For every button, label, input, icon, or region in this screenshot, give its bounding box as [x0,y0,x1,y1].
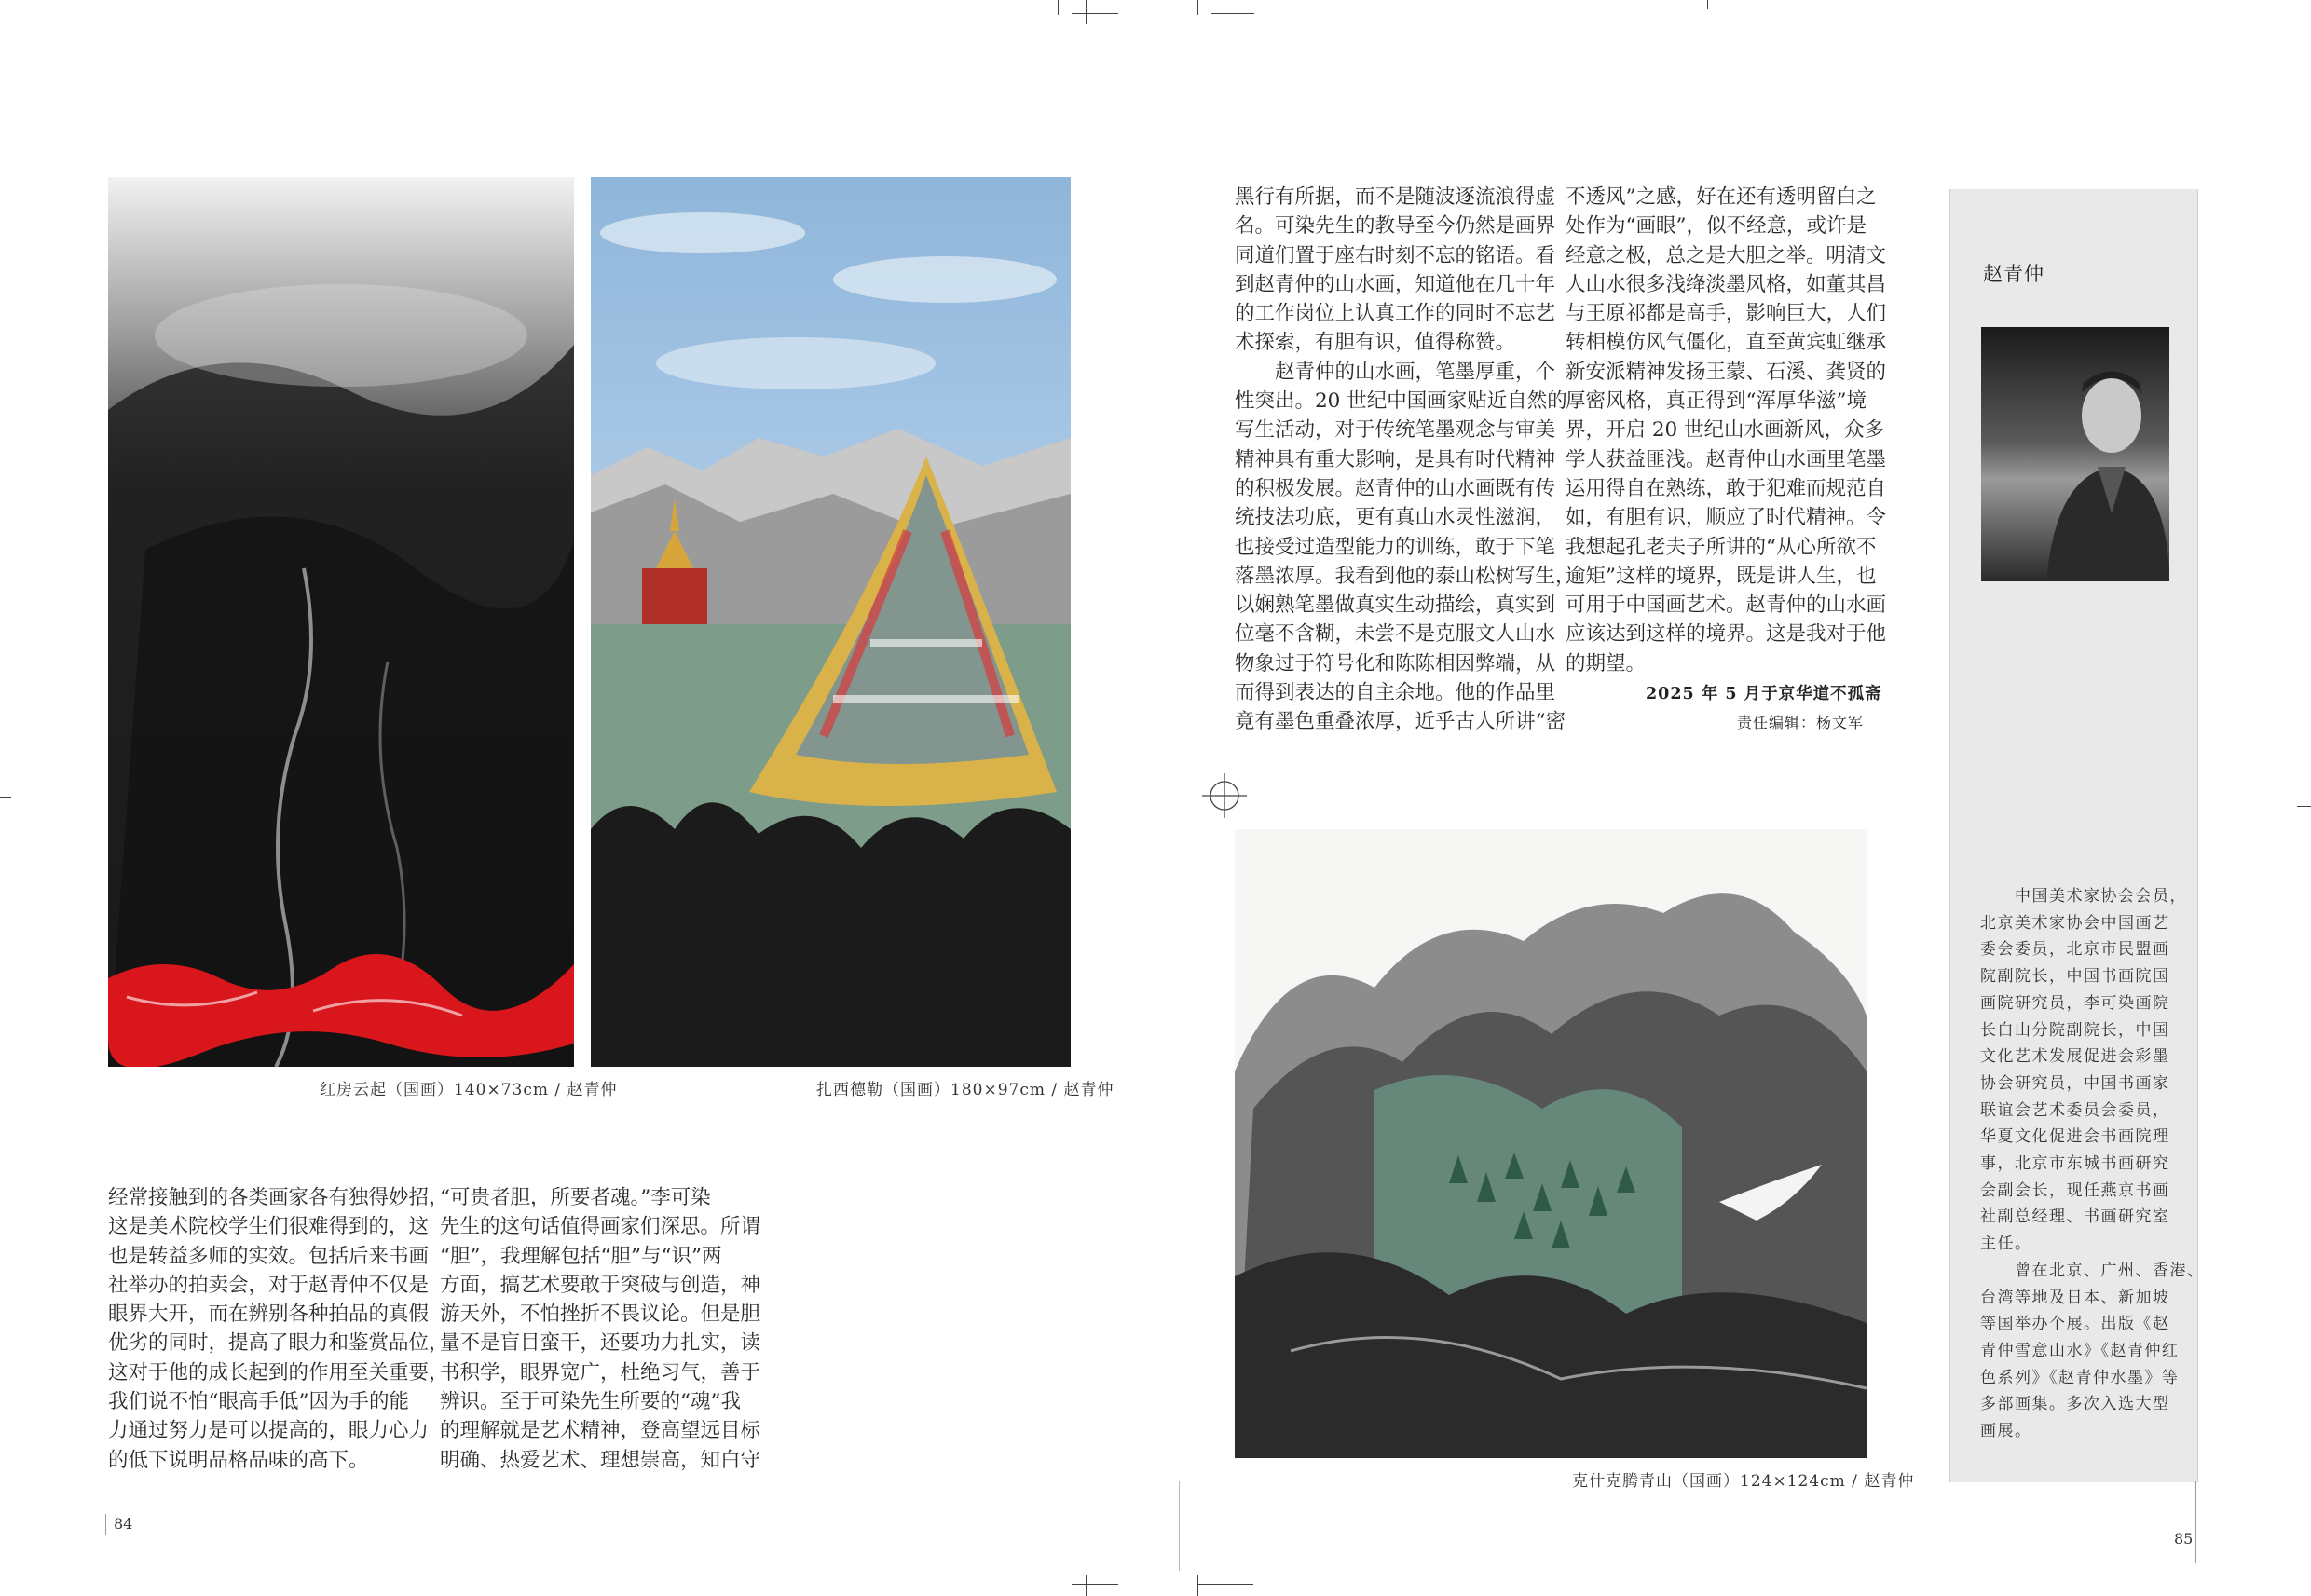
text-line: 也是转益多师的实效。包括后来书画 [108,1244,430,1268]
bio-line: 事，北京市东城书画研究 [1980,1154,2170,1174]
article-column [108,1183,449,1475]
text-line: 而得到表达的自主余地。他的作品里 [1235,681,1556,705]
text-line: 术探索，有胆有识，值得称赞。 [1235,331,1516,355]
text-line: 也接受过造型能力的训练，敢于下笔 [1235,535,1556,559]
bio-line: 台湾等地及日本、新加坡 [1980,1288,2170,1307]
text-line: “可贵者胆，所要者魂。”李可染 [440,1186,711,1209]
text-line: 不透风”之感，好在还有透明留白之 [1566,185,1877,209]
text-line: 的低下说明品格品味的高下。 [108,1448,369,1472]
text-line: 社举办的拍卖会，对于赵青仲不仅是 [108,1273,430,1297]
crop-mark [1197,1575,1198,1596]
text-line: 如，有胆有识，顺应了时代精神。令 [1566,506,1887,530]
bio-line: 协会研究员，中国书画家 [1980,1073,2170,1093]
crop-mark [1086,1575,1087,1596]
crop-mark [1197,0,1198,15]
page-number: 84 [114,1515,133,1533]
text-line: 赵青仲的山水画，笔墨厚重，个 [1235,360,1556,384]
bio-line: 华夏文化促进会书画院理 [1980,1127,2170,1147]
text-line: 与王原祁都是高手，影响巨大，人们 [1566,302,1887,326]
article-column [440,1183,760,1475]
registration-mark [1202,773,1247,818]
text-line: 新安派精神发扬王蒙、石溪、龚贤的 [1566,360,1887,384]
crop-mark [2297,806,2311,807]
text-line: 的理解就是艺术精神，登高望远目标 [440,1419,761,1443]
text-line: 界，开启 20 世纪山水画新风，众多 [1566,418,1885,443]
text-line: 我们说不怕“眼高手低”因为手的能 [108,1390,409,1414]
text-line: 的期望。 [1566,651,1647,675]
bio-line: 曾在北京、广州、香港、 [1980,1261,2205,1280]
bio-line: 文化艺术发展促进会彩墨 [1980,1047,2170,1067]
article-column [1235,183,1576,737]
text-line: 眼界大开，而在辨别各种拍品的真假 [108,1303,430,1327]
text-line: “胆”，我理解包括“胆”与“识”两 [440,1244,722,1268]
painting-caption: 克什克腾青山（国画）124×124cm / 赵青仲 [1572,1472,1915,1491]
text-line: 人山水很多浅绛淡墨风格，如董其昌 [1566,272,1887,296]
text-line: 明确、热爱艺术、理想崇高，知白守 [440,1448,761,1472]
text-line: 位毫不含糊，未尝不是克服文人山水 [1235,622,1556,647]
painting-tashi-delek [591,177,1071,1067]
text-line: 精神具有重大影响，是具有时代精神 [1235,447,1556,471]
text-line: 厚密风格，真正得到“浑厚华滋”境 [1566,389,1867,414]
bio-line: 社副总经理、书画研究室 [1980,1207,2170,1227]
text-line: 游天外，不怕挫折不畏议论。但是胆 [440,1303,761,1327]
text-line: 这是美术院校学生们很难得到的，这 [108,1215,430,1239]
gutter-line [1179,1481,1180,1571]
bio-line: 北京美术家协会中国画艺 [1980,913,2170,933]
artist-bio [1980,883,2205,1445]
crop-mark [1086,0,1087,24]
crop-mark [1072,13,1118,14]
bio-line: 中国美术家协会会员， [1980,887,2187,906]
text-line: 落墨浓厚。我看到他的泰山松树写生， [1235,564,1576,588]
bio-line: 长白山分院副院长，中国 [1980,1020,2170,1040]
artist-sidebar [1949,189,2205,1482]
bio-line: 会副会长，现任燕京书画 [1980,1180,2170,1200]
text-line: 黑行有所据，而不是随波逐流浪得虚 [1235,185,1556,209]
page-number: 85 [2174,1530,2194,1548]
crop-mark [1707,0,1708,9]
text-line: 学人获益匪浅。赵青仲山水画里笔墨 [1566,447,1887,471]
editor-credit: 责任编辑：杨文军 [1736,714,1864,731]
text-line: 这对于他的成长起到的作用至关重要， [108,1360,449,1385]
text-line: 优劣的同时，提高了眼力和鉴赏品位， [108,1331,449,1356]
painting-red-house-clouds [108,177,574,1067]
text-line: 同道们置于座右时刻不忘的铭语。看 [1235,243,1556,267]
text-line: 逾矩”这样的境界，既是讲人生，也 [1566,564,1877,588]
text-line: 统技法功底，更有真山水灵性滋润， [1235,506,1556,530]
bio-line: 院副院长，中国书画院国 [1980,967,2170,987]
artist-name: 赵青仲 [1983,263,2044,285]
bio-line: 等国举办个展。出版《赵 [1980,1315,2170,1334]
text-line: 力通过努力是可以提高的，眼力心力 [108,1419,430,1443]
text-line: 我想起孔老夫子所讲的“从心所欲不 [1566,535,1877,559]
text-line: 物象过于符号化和陈陈相因弊端，从 [1235,651,1556,675]
page-number-rule [2195,1481,2196,1563]
text-line: 经意之极，总之是大胆之举。明清文 [1566,243,1887,267]
text-line: 先生的这句话值得画家们深思。所谓 [440,1215,761,1239]
painting-caption: 扎西德勒（国画）180×97cm / 赵青仲 [816,1081,1114,1099]
bio-line: 主任。 [1980,1235,2032,1254]
text-line: 转相模仿风气僵化，直至黄宾虹继承 [1566,331,1887,355]
text-line: 竟有墨色重叠浓厚，近乎古人所讲“密 [1235,710,1566,734]
text-line: 应该达到这样的境界。这是我对于他 [1566,622,1887,647]
article-signature: 2025 年 5 月于京华道不孤斋 [1646,685,1882,703]
crop-mark [1072,1584,1118,1585]
bio-line: 色系列》《赵青仲水墨》等 [1980,1368,2180,1387]
crop-mark [1211,13,1254,14]
text-line: 经常接触到的各类画家各有独得妙招， [108,1186,449,1209]
text-line: 性突出。20 世纪中国画家贴近自然的 [1235,389,1567,414]
text-line: 名。可染先生的教导至今仍然是画界 [1235,214,1556,239]
text-line: 的工作岗位上认真工作的同时不忘艺 [1235,302,1556,326]
article-column [1566,183,1886,678]
bio-line: 画展。 [1980,1422,2032,1441]
text-line: 书积学，眼界宽广，杜绝习气，善于 [440,1360,761,1385]
crop-mark [1058,0,1059,15]
crop-mark [0,797,11,798]
crop-mark [1197,1584,1253,1585]
text-line: 以娴熟笔墨做真实生动描绘，真实到 [1235,593,1556,618]
text-line: 处作为“画眼”，似不经意，或许是 [1566,214,1867,239]
text-line: 写生活动，对于传统笔墨观念与审美 [1235,418,1556,443]
text-line: 运用得自在熟练，敢于犯难而规范自 [1566,476,1887,500]
bio-line: 联谊会艺术委员会委员， [1980,1100,2170,1120]
text-line: 的积极发展。赵青仲的山水画既有传 [1235,476,1556,500]
text-line: 辨识。至于可染先生所要的“魂”我 [440,1390,741,1414]
bio-line: 青仲雪意山水》《赵青仲红 [1980,1341,2180,1360]
bio-line: 画院研究员，李可染画院 [1980,993,2170,1013]
text-line: 方面，搞艺术要敢于突破与创造，神 [440,1273,761,1297]
bio-line: 委会委员，北京市民盟画 [1980,940,2170,960]
text-line: 量不是盲目蛮干，还要功力扎实，读 [440,1331,761,1356]
bio-line: 多部画集。多次入选大型 [1980,1395,2170,1414]
page-number-rule [105,1514,106,1535]
painting-hexigten-green-mountain [1235,829,1867,1458]
text-line: 到赵青仲的山水画，知道他在几十年 [1235,272,1556,296]
artist-portrait [1981,327,2169,581]
text-line: 可用于中国画艺术。赵青仲的山水画 [1566,593,1887,618]
painting-caption: 红房云起（国画）140×73cm / 赵青仲 [320,1081,618,1099]
